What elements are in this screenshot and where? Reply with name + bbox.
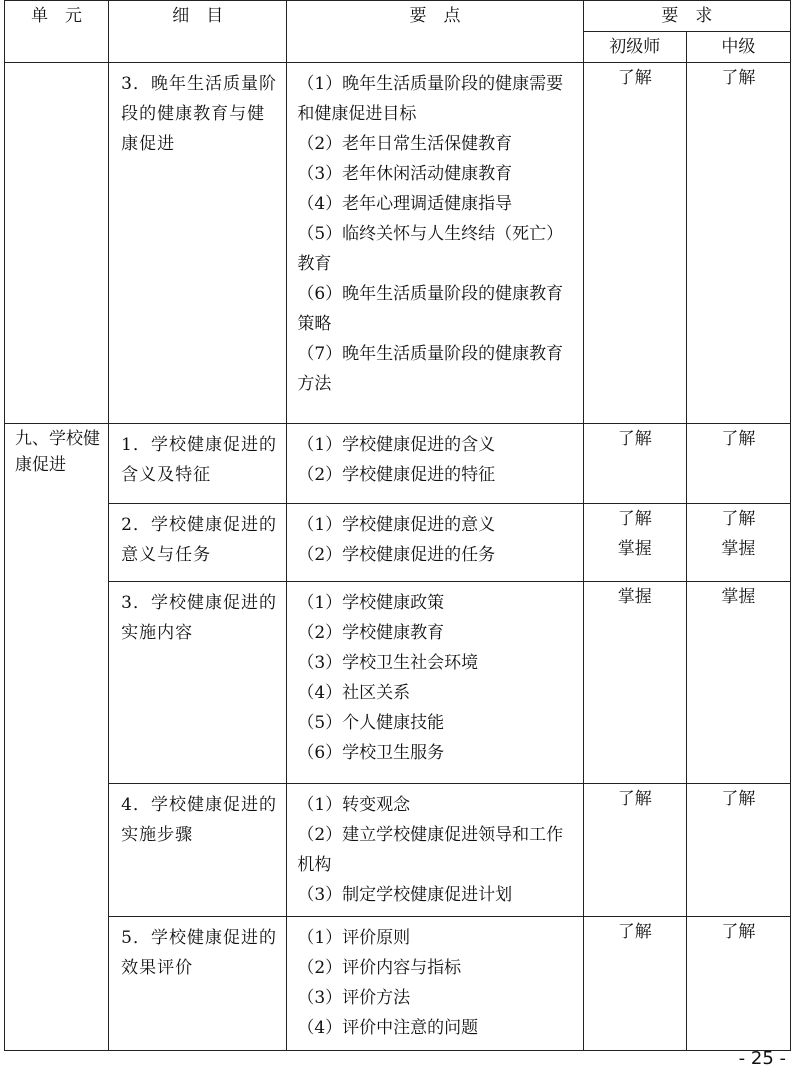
detail-cell: 5．学校健康促进的效果评价 xyxy=(109,917,287,1051)
middle-level-cell xyxy=(686,582,790,784)
middle-level: 了解 xyxy=(721,789,756,809)
points-cell xyxy=(287,582,583,784)
page-number: - 25 - xyxy=(738,1048,786,1069)
middle-level: 了解 xyxy=(721,509,756,529)
header-requirements: 要 求 xyxy=(583,1,790,32)
unit-cell xyxy=(5,63,109,424)
middle-level: 掌握 xyxy=(721,587,756,607)
point-item: （4）评价中注意的问题 xyxy=(297,1018,479,1038)
junior-level: 掌握 xyxy=(617,539,652,559)
middle-level-cell xyxy=(686,424,790,504)
header-points: 要 点 xyxy=(287,1,583,63)
point-item: （3）评价方法 xyxy=(297,988,411,1008)
point-item: （6）学校卫生服务 xyxy=(297,743,445,763)
point-item: （7）晚年生活质量阶段的健康教育方法 xyxy=(297,344,564,394)
middle-level: 了解 xyxy=(721,68,756,88)
detail-cell: 3．晚年生活质量阶段的健康教育与健康促进 xyxy=(109,63,287,424)
points-cell xyxy=(287,63,583,424)
junior-level-cell xyxy=(583,424,686,504)
point-item: （1）学校健康促进的含义 xyxy=(297,435,496,455)
middle-level-cell xyxy=(686,784,790,917)
junior-level: 了解 xyxy=(617,789,652,809)
point-item: （1）学校健康政策 xyxy=(297,593,445,613)
junior-level: 了解 xyxy=(617,68,652,88)
table-row xyxy=(5,424,791,504)
middle-level: 了解 xyxy=(721,429,756,449)
junior-level: 了解 xyxy=(617,922,652,942)
points-cell xyxy=(287,917,583,1051)
points-cell xyxy=(287,504,583,582)
point-item: （2）老年日常生活保健教育 xyxy=(297,134,513,154)
table-row xyxy=(5,917,791,1051)
detail-cell: 3．学校健康促进的实施内容 xyxy=(109,582,287,784)
middle-level-cell xyxy=(686,63,790,424)
point-item: （1）转变观念 xyxy=(297,795,411,815)
point-item: （2）评价内容与指标 xyxy=(297,958,462,978)
point-item: （6）晚年生活质量阶段的健康教育策略 xyxy=(297,284,564,334)
middle-level-cell xyxy=(686,504,790,582)
junior-level-cell xyxy=(583,582,686,784)
detail-cell: 1．学校健康促进的含义及特征 xyxy=(109,424,287,504)
middle-level-cell xyxy=(686,917,790,1051)
table-row xyxy=(5,504,791,582)
point-item: （4）社区关系 xyxy=(297,683,411,703)
point-item: （2）建立学校健康促进领导和工作机构 xyxy=(297,825,564,875)
junior-level: 了解 xyxy=(617,429,652,449)
unit-cell: 九、学校健康促进 xyxy=(5,424,109,1051)
junior-level: 掌握 xyxy=(617,587,652,607)
point-item: （4）老年心理调适健康指导 xyxy=(297,194,513,214)
header-level-middle: 中级 xyxy=(686,32,790,63)
point-item: （2）学校健康促进的特征 xyxy=(297,465,496,485)
junior-level-cell xyxy=(583,504,686,582)
middle-level: 掌握 xyxy=(721,539,756,559)
header-detail: 细 目 xyxy=(109,1,287,63)
point-item: （3）学校卫生社会环境 xyxy=(297,653,479,673)
point-item: （3）老年休闲活动健康教育 xyxy=(297,164,513,184)
table-row xyxy=(5,63,791,424)
point-item: （3）制定学校健康促进计划 xyxy=(297,885,513,905)
point-item: （5）临终关怀与人生终结（死亡）教育 xyxy=(297,224,564,274)
table-row xyxy=(5,784,791,917)
junior-level-cell xyxy=(583,917,686,1051)
detail-cell: 2．学校健康促进的意义与任务 xyxy=(109,504,287,582)
header-unit: 单 元 xyxy=(5,1,109,63)
points-cell xyxy=(287,784,583,917)
header-level-junior: 初级师 xyxy=(583,32,686,63)
junior-level-cell xyxy=(583,784,686,917)
junior-level-cell xyxy=(583,63,686,424)
point-item: （1）学校健康促进的意义 xyxy=(297,515,496,535)
point-item: （5）个人健康技能 xyxy=(297,713,445,733)
point-item: （1）评价原则 xyxy=(297,928,411,948)
point-item: （2）学校健康教育 xyxy=(297,623,445,643)
middle-level: 了解 xyxy=(721,922,756,942)
table-row xyxy=(5,582,791,784)
junior-level: 了解 xyxy=(617,509,652,529)
detail-cell: 4．学校健康促进的实施步骤 xyxy=(109,784,287,917)
points-cell xyxy=(287,424,583,504)
syllabus-table xyxy=(4,0,791,1051)
point-item: （2）学校健康促进的任务 xyxy=(297,545,496,565)
point-item: （1）晚年生活质量阶段的健康需要和健康促进目标 xyxy=(297,74,564,124)
